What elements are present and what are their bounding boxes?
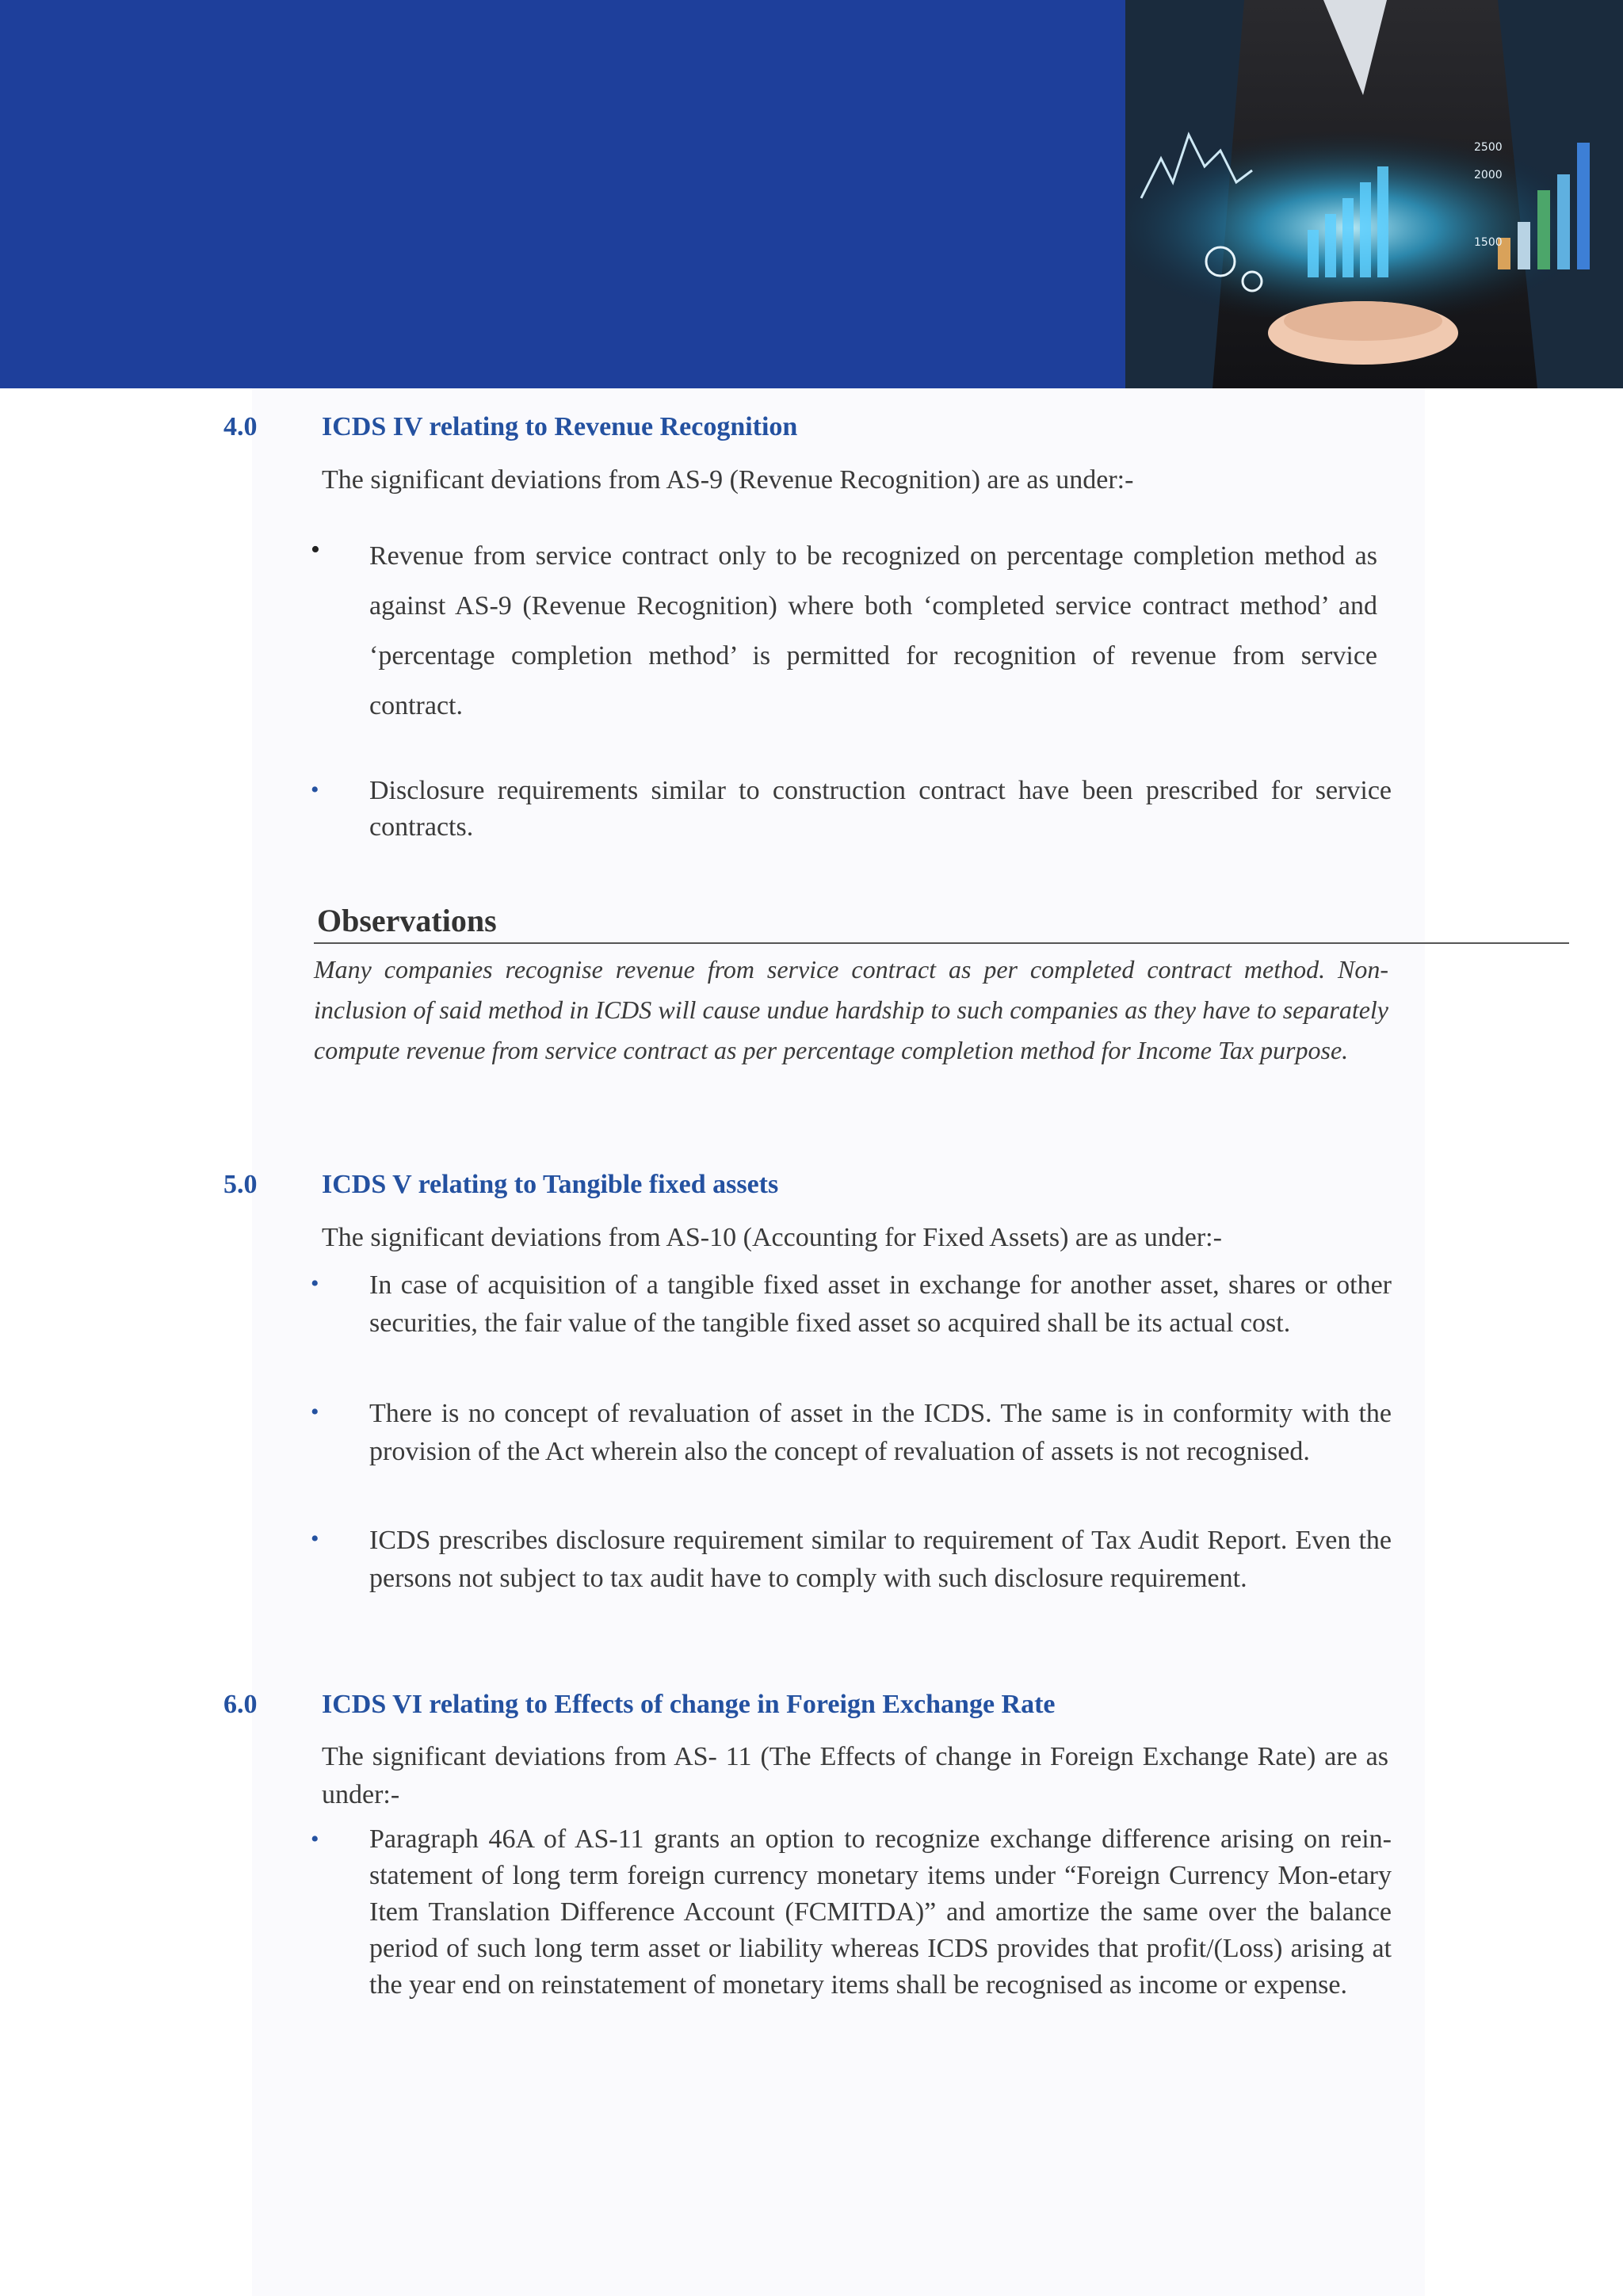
bullet-icon: • [311, 1270, 319, 1297]
header-banner [0, 0, 1125, 388]
bullet-icon: • [311, 1526, 319, 1552]
observations-divider [314, 942, 1569, 944]
bullet-text: ICDS prescribes disclosure requirement similar to requirement of Tax Audit Report. Even the persons not subject to tax audit have to comply with such disclosure requirement. [369, 1526, 1392, 1593]
observations-text: Many companies recognise revenue from service contract as per completed contract method. Non-inclusion of said method in ICDS will cause undue hardship to such companies as they have to separately compute revenue from service contract as per percentage completion method for Income Tax purpose. [314, 955, 1388, 1064]
section-number: 4.0 [223, 412, 258, 441]
bullet-text: Disclosure requirements similar to construction contract have been prescribed for service contracts. [369, 776, 1392, 842]
bullet-icon: • [311, 535, 320, 564]
section-title: ICDS IV relating to Revenue Recognition [322, 412, 798, 441]
bullet-text: There is no concept of revaluation of asset in the ICDS. The same is in conformity with the provision of the Act wherein also the concept of revaluation of assets is not recognised. [369, 1399, 1392, 1466]
bullet-icon: • [311, 1826, 319, 1852]
chart-tick-label: 1500 [1474, 236, 1503, 249]
section-title: ICDS VI relating to Effects of change in Foreign Exchange Rate [322, 1690, 1056, 1719]
bullet-text: In case of acquisition of a tangible fixed asset in exchange for another asset, shares or other securities, the fair value of the tangible fixed asset so acquired shall be its actual cost. [369, 1270, 1392, 1338]
chart-tick-label: 2000 [1474, 169, 1503, 181]
bullet-text: Paragraph 46A of AS-11 grants an option to recognize exchange difference arising on rein-statement of long term foreign currency monetary items under “Foreign Currency Mon-etary Item Translation Difference Account (FCMITDA)” and amortize the same over the balance period of such long term asset or liability whereas ICDS provides that profit/(Loss) arising at the year end on reinstatement of monetary items shall be recognised as income or expense. [369, 1824, 1392, 2000]
bullet-icon: • [311, 777, 319, 803]
bullet-text: Revenue from service contract only to be recognized on percentage completion method as against AS-9 (Revenue Recognition) where both ‘completed service contract method’ and ‘percentage completion method’ is permitted for recognition of revenue from service contract. [369, 541, 1377, 720]
chart-tick-label: 2500 [1474, 141, 1503, 154]
section-number: 5.0 [223, 1170, 258, 1199]
bullet-icon: • [311, 1399, 319, 1425]
business-finance-hologram-icon [1125, 0, 1623, 388]
section-title: ICDS V relating to Tangible fixed assets [322, 1170, 779, 1199]
section-number: 6.0 [223, 1690, 258, 1719]
section-intro: The significant deviations from AS-9 (Revenue Recognition) are as under:- [322, 465, 1134, 495]
section-intro: The significant deviations from AS- 11 (The Effects of change in Foreign Exchange Rate) are as under:- [322, 1742, 1388, 1809]
section-intro: The significant deviations from AS-10 (Accounting for Fixed Assets) are as under:- [322, 1223, 1222, 1252]
observations-heading: Observations [317, 903, 497, 938]
